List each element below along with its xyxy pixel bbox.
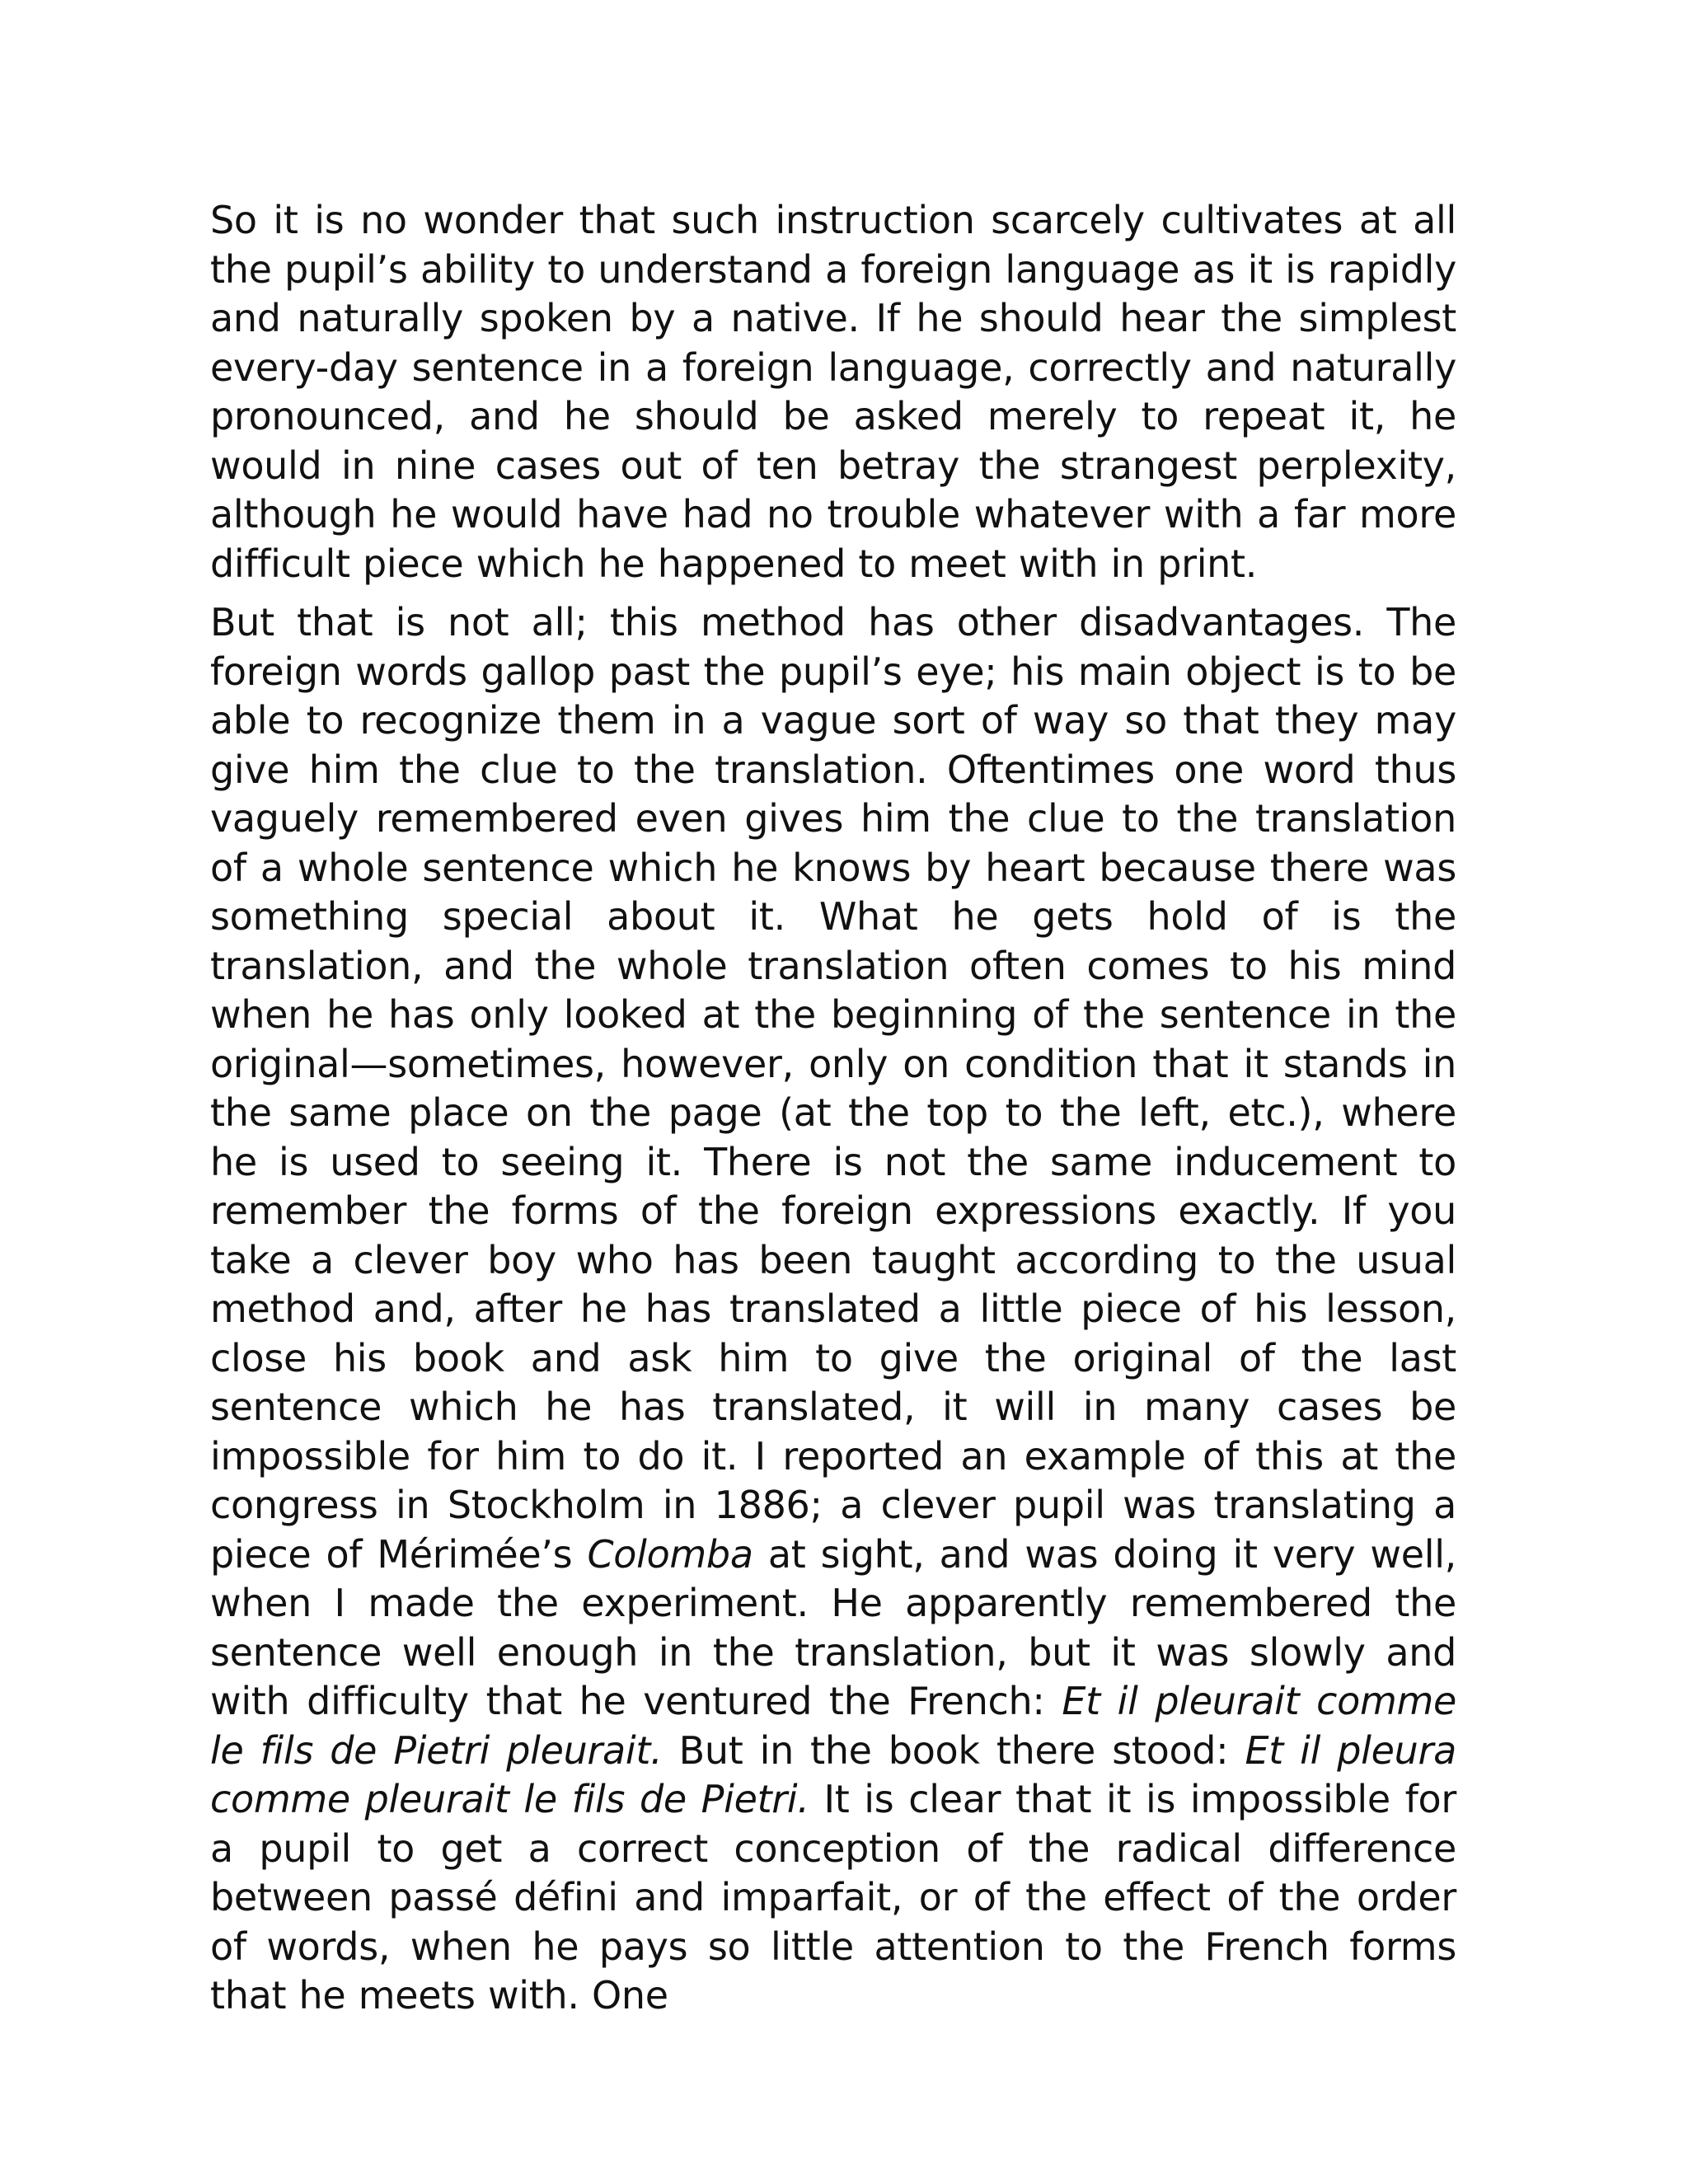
paragraph-2-text: But that is not all; this method has other disadvantages. The foreign words gallop past the pupil’s eye; his main object is to be able to recognize them in a vague sort of way so that they may give him the clue to the translation. Oftentimes one word thus vaguely remembered even gives him the clue to the translation of a whole sentence which he knows by heart because there was something special about it. What he gets hold of is the translation, and the whole translation often comes to his mind when he has only looked at the beginning of the sentence in the original—sometimes, however, only on condition that it stands in the same place on the page (at the top to the left, etc.), where he is used to seeing it. There is not the same inducement to remember the forms of the foreign expressions exactly. If you take a clever boy who has been taught according to the usual method and, after he has translated a little piece of his lesson, close his book and ask him to give the original of the last sentence which he has translated, it will in many cases be impossible for him to do it. I reported an example of this at the congress in Stockholm in 1886; a clever pupil was translating a piece of Mérimée’s: [210, 600, 1456, 1577]
italic-title-colomba: Colomba: [587, 1531, 753, 1577]
paragraph-2-text: It is clear that it is impossible for a pupil to get a correct conception of the radical difference between passé défini and imparfait, or of the effect of the order of words, when he pays so little attention to the French forms that he meets with. One: [210, 1777, 1456, 2018]
italic-french-quote-pupil: Et il pleurait comme le fils de Pietri pleurait.: [210, 1679, 1457, 1773]
paragraph-2-text: at sight, and was doing it very well, when I made the experiment. He apparently remembered the sentence well enough in the translation, but it was slowly and with difficulty that he ventured the French:: [210, 1531, 1456, 1723]
paragraph-1-text: So it is no wonder that such instruction scarcely cultivates at all the pupil’s ability to understand a foreign language as it is rapidly and naturally spoken by a native. If he should hear the simplest every-day sentence in a foreign language, correctly and naturally pronounced, and he should be asked merely to repeat it, he would in nine cases out of ten betray the strangest perplexity, although he would have had no trouble whatever with a far more difficult piece which he happened to meet with in print.: [210, 198, 1456, 586]
paragraph-2: [210, 598, 1456, 2021]
body-text: [210, 196, 1456, 2021]
paragraph-2-text: But in the book there stood:: [662, 1727, 1245, 1773]
italic-french-quote-book: Et il pleura comme pleurait le fils de Pietri.: [210, 1727, 1457, 1821]
paragraph-1: [210, 196, 1456, 588]
